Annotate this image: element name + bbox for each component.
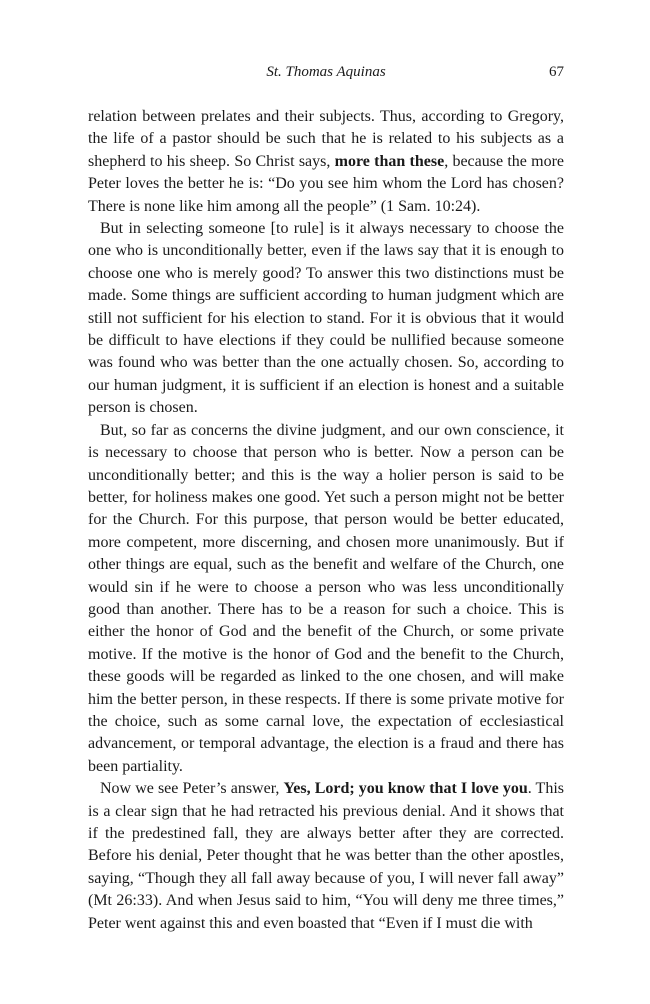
- emphasized-quote: Yes, Lord; you know that I love you: [283, 780, 528, 798]
- body-text: [88, 106, 564, 935]
- text-run: relation between prelates and their subjects. Thus, according to Gregory, the life of a pastor should be such that he is related to his subjects as a shepherd to his sheep. So Christ says,: [88, 108, 564, 170]
- text-run: , because the more Peter loves the better he is: “Do you see him whom the Lord has chosen? There is none like him among all the people” (1 Sam. 10:24).: [88, 152, 565, 215]
- running-title: St. Thomas Aquinas: [266, 64, 386, 80]
- running-head: [88, 62, 564, 82]
- paragraph-3: [88, 420, 564, 779]
- text-run: Now we see Peter’s answer,: [100, 780, 284, 798]
- page-number: 67: [549, 64, 564, 80]
- paragraph-4: [88, 778, 564, 935]
- emphasized-quote: more than these: [334, 152, 445, 170]
- text-run: . This is a clear sign that he had retracted his previous denial. And it shows that if the predestined fall, they are always better after they are corrected. Before his denial, Peter thought that he was better than the other apostles, saying, “Though they all fall away because of you, I will never fall away” (Mt 26:33). And when Jesus said to him, “You will deny me three times,” Peter went against this and even boasted that “Even if I must die with: [88, 780, 565, 932]
- text-run: But, so far as concerns the divine judgment, and our own conscience, it is necessary to choose that person who is better. Now a person can be unconditionally better; and this is the way a holier person is said to be better, for holiness makes one good. Yet such a person might not be better for the Church. For this purpose, that person would be better educated, more competent, more discerning, and chosen more unanimously. But if other things are equal, such as the benefit and welfare of the Church, one would sin if he were to choose a person who was less unconditionally good than another. There has to be a reason for such a choice. This is either the honor of God and the benefit of the Church, or some private motive. If the motive is the honor of God and the benefit to the Church, these goods will be regarded as linked to the one chosen, and will make him the better person, in these respects. If there is some private motive for the choice, such as some carnal love, the expectation of ecclesiastical advancement, or temporal advantage, the election is a fraud and there has been partiality.: [88, 421, 564, 775]
- paragraph-1: [88, 106, 564, 218]
- paragraph-2: [88, 218, 564, 420]
- text-run: But in selecting someone [to rule] is it always necessary to choose the one who is unconditionally better, even if the laws say that it is enough to choose one who is merely good? To answer this two distinctions must be made. Some things are sufficient according to human judgment which are still not sufficient for his election to stand. For it is obvious that it would be difficult to have elections if they could be nullified because someone was found who was better than the one actually chosen. So, according to our human judgment, it is sufficient if an election is honest and a suitable person is chosen.: [88, 220, 564, 417]
